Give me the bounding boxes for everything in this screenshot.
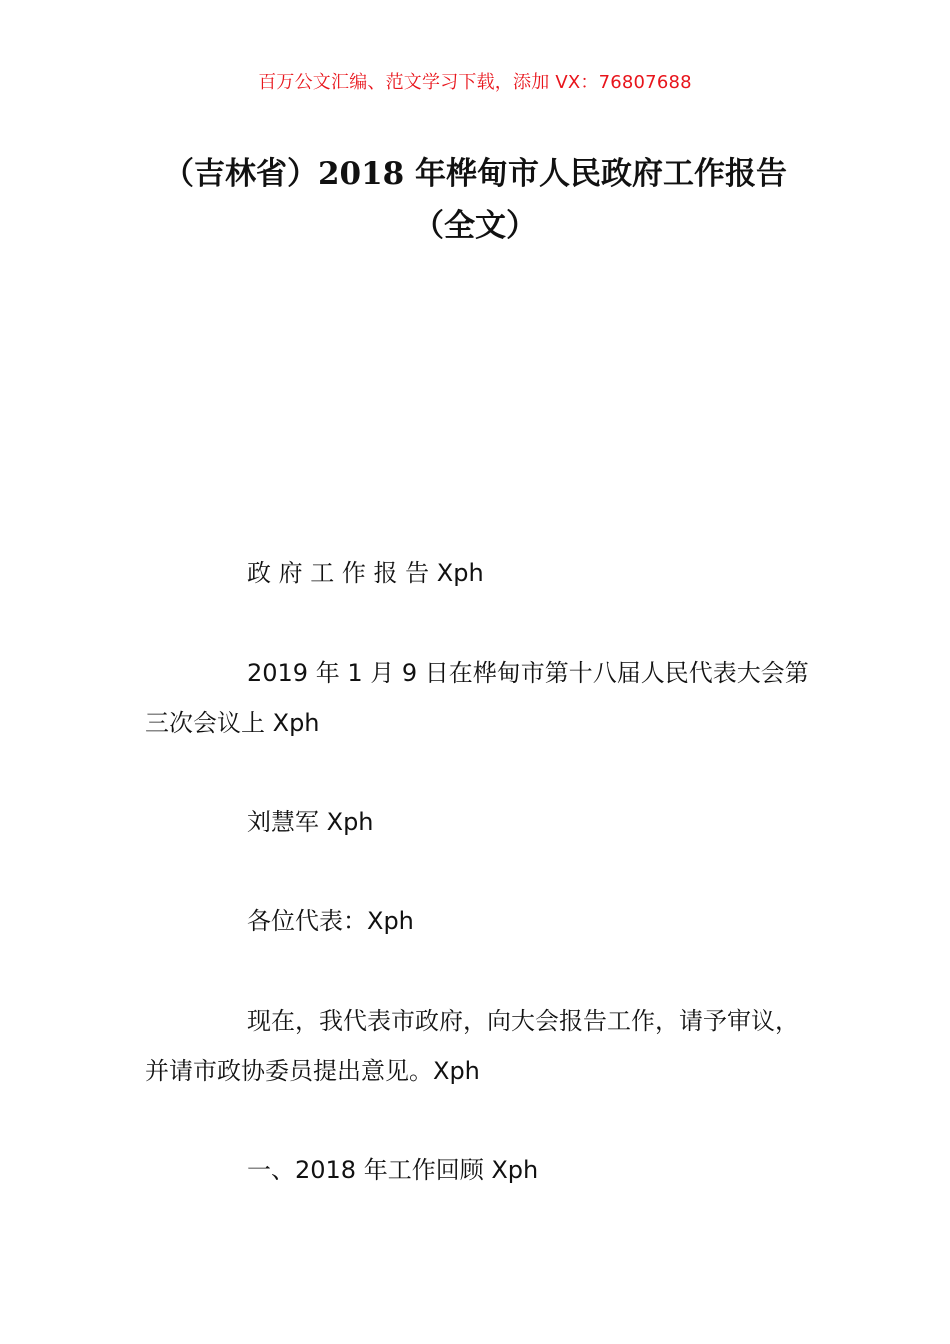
document-title: （吉林省）2018 年桦甸市人民政府工作报告（全文） bbox=[162, 156, 788, 244]
paragraph-salutation: 各位代表：Xph bbox=[247, 907, 414, 935]
watermark-banner: 百万公文汇编、范文学习下载，添加 VX：76807688 bbox=[258, 72, 692, 93]
paragraph-meeting-date: 2019 年 1 月 9 日在桦甸市第十八届人民代表大会第三次会议上 Xph bbox=[145, 659, 809, 737]
paragraph-opening: 现在，我代表市政府，向大会报告工作，请予审议，并请市政协委员提出意见。Xph bbox=[145, 1007, 799, 1085]
paragraph-speaker: 刘慧军 Xph bbox=[247, 808, 374, 836]
paragraph-section-heading: 一、2018 年工作回顾 Xph bbox=[247, 1156, 539, 1184]
paragraph-report-heading: 政 府 工 作 报 告 Xph bbox=[247, 559, 484, 587]
